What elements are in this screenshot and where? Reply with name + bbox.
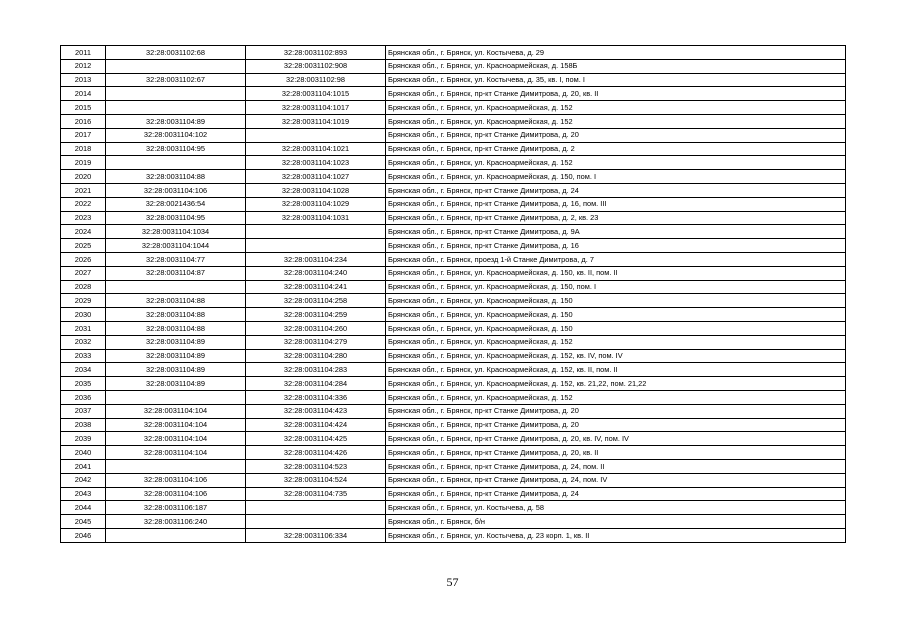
address-cell: Брянская обл., г. Брянск, ул. Красноармейская, д. 152, кв. II, пом. II	[386, 363, 846, 377]
row-number-cell: 2029	[61, 294, 106, 308]
table-row	[61, 46, 846, 60]
table-row	[61, 377, 846, 391]
address-cell: Брянская обл., г. Брянск, ул. Красноармейская, д. 150, пом. I	[386, 170, 846, 184]
row-number-cell: 2026	[61, 252, 106, 266]
table-row	[61, 239, 846, 253]
address-cell: Брянская обл., г. Брянск, ул. Костычева, д. 23 корп. 1, кв. II	[386, 528, 846, 542]
row-number-cell: 2018	[61, 142, 106, 156]
table-row	[61, 87, 846, 101]
new-cadastral-number-cell: 32:28:0031104:284	[246, 377, 386, 391]
old-cadastral-number-cell: 32:28:0031104:87	[106, 266, 246, 280]
old-cadastral-number-cell: 32:28:0031104:89	[106, 114, 246, 128]
old-cadastral-number-cell	[106, 156, 246, 170]
row-number-cell: 2016	[61, 114, 106, 128]
table-row	[61, 308, 846, 322]
new-cadastral-number-cell	[246, 501, 386, 515]
old-cadastral-number-cell: 32:28:0031104:104	[106, 418, 246, 432]
address-cell: Брянская обл., г. Брянск, пр-кт Станке Димитрова, д. 20	[386, 418, 846, 432]
cadastral-table-body	[61, 46, 846, 543]
new-cadastral-number-cell: 32:28:0031104:240	[246, 266, 386, 280]
row-number-cell: 2015	[61, 101, 106, 115]
new-cadastral-number-cell: 32:28:0031104:423	[246, 404, 386, 418]
address-cell: Брянская обл., г. Брянск, б/н	[386, 515, 846, 529]
table-row	[61, 473, 846, 487]
new-cadastral-number-cell: 32:28:0031104:424	[246, 418, 386, 432]
row-number-cell: 2019	[61, 156, 106, 170]
cadastral-table	[60, 45, 846, 543]
new-cadastral-number-cell: 32:28:0031104:1021	[246, 142, 386, 156]
old-cadastral-number-cell: 32:28:0031104:106	[106, 473, 246, 487]
row-number-cell: 2046	[61, 528, 106, 542]
old-cadastral-number-cell: 32:28:0021436:54	[106, 197, 246, 211]
row-number-cell: 2012	[61, 59, 106, 73]
new-cadastral-number-cell: 32:28:0031102:893	[246, 46, 386, 60]
row-number-cell: 2043	[61, 487, 106, 501]
table-row	[61, 294, 846, 308]
old-cadastral-number-cell	[106, 101, 246, 115]
new-cadastral-number-cell: 32:28:0031104:1023	[246, 156, 386, 170]
new-cadastral-number-cell: 32:28:0031104:234	[246, 252, 386, 266]
old-cadastral-number-cell	[106, 459, 246, 473]
table-row	[61, 459, 846, 473]
row-number-cell: 2023	[61, 211, 106, 225]
address-cell: Брянская обл., г. Брянск, ул. Костычева, д. 29	[386, 46, 846, 60]
row-number-cell: 2035	[61, 377, 106, 391]
address-cell: Брянская обл., г. Брянск, пр-кт Станке Димитрова, д. 9А	[386, 225, 846, 239]
old-cadastral-number-cell: 32:28:0031104:89	[106, 335, 246, 349]
row-number-cell: 2020	[61, 170, 106, 184]
table-row	[61, 59, 846, 73]
address-cell: Брянская обл., г. Брянск, пр-кт Станке Димитрова, д. 24	[386, 183, 846, 197]
address-cell: Брянская обл., г. Брянск, ул. Красноармейская, д. 152	[386, 156, 846, 170]
old-cadastral-number-cell: 32:28:0031104:106	[106, 183, 246, 197]
address-cell: Брянская обл., г. Брянск, ул. Красноармейская, д. 150, пом. I	[386, 280, 846, 294]
address-cell: Брянская обл., г. Брянск, пр-кт Станке Димитрова, д. 24	[386, 487, 846, 501]
old-cadastral-number-cell: 32:28:0031102:68	[106, 46, 246, 60]
row-number-cell: 2042	[61, 473, 106, 487]
address-cell: Брянская обл., г. Брянск, пр-кт Станке Димитрова, д. 16	[386, 239, 846, 253]
table-row	[61, 280, 846, 294]
address-cell: Брянская обл., г. Брянск, проезд 1-й Станке Димитрова, д. 7	[386, 252, 846, 266]
address-cell: Брянская обл., г. Брянск, ул. Красноармейская, д. 152	[386, 335, 846, 349]
table-row	[61, 197, 846, 211]
old-cadastral-number-cell	[106, 87, 246, 101]
old-cadastral-number-cell	[106, 280, 246, 294]
table-row	[61, 418, 846, 432]
address-cell: Брянская обл., г. Брянск, ул. Красноармейская, д. 152, кв. IV, пом. IV	[386, 349, 846, 363]
table-row	[61, 156, 846, 170]
page-number: 57	[446, 575, 459, 589]
old-cadastral-number-cell: 32:28:0031104:89	[106, 349, 246, 363]
new-cadastral-number-cell: 32:28:0031104:1029	[246, 197, 386, 211]
address-cell: Брянская обл., г. Брянск, ул. Красноармейская, д. 150	[386, 294, 846, 308]
address-cell: Брянская обл., г. Брянск, пр-кт Станке Димитрова, д. 20, кв. II	[386, 87, 846, 101]
table-row	[61, 170, 846, 184]
row-number-cell: 2022	[61, 197, 106, 211]
row-number-cell: 2039	[61, 432, 106, 446]
address-cell: Брянская обл., г. Брянск, пр-кт Станке Димитрова, д. 24, пом. IV	[386, 473, 846, 487]
address-cell: Брянская обл., г. Брянск, ул. Красноармейская, д. 152	[386, 101, 846, 115]
table-row	[61, 225, 846, 239]
address-cell: Брянская обл., г. Брянск, пр-кт Станке Димитрова, д. 20, кв. II	[386, 446, 846, 460]
row-number-cell: 2040	[61, 446, 106, 460]
new-cadastral-number-cell: 32:28:0031104:524	[246, 473, 386, 487]
address-cell: Брянская обл., г. Брянск, ул. Красноармейская, д. 150	[386, 321, 846, 335]
table-row	[61, 446, 846, 460]
new-cadastral-number-cell: 32:28:0031104:426	[246, 446, 386, 460]
row-number-cell: 2041	[61, 459, 106, 473]
table-row	[61, 142, 846, 156]
new-cadastral-number-cell: 32:28:0031104:1031	[246, 211, 386, 225]
new-cadastral-number-cell: 32:28:0031104:258	[246, 294, 386, 308]
old-cadastral-number-cell: 32:28:0031104:77	[106, 252, 246, 266]
table-row	[61, 128, 846, 142]
old-cadastral-number-cell	[106, 59, 246, 73]
address-cell: Брянская обл., г. Брянск, ул. Костычева, д. 35, кв. I, пом. I	[386, 73, 846, 87]
table-row	[61, 487, 846, 501]
new-cadastral-number-cell: 32:28:0031104:336	[246, 390, 386, 404]
table-row	[61, 349, 846, 363]
old-cadastral-number-cell: 32:28:0031104:89	[106, 363, 246, 377]
address-cell: Брянская обл., г. Брянск, ул. Красноармейская, д. 152	[386, 114, 846, 128]
new-cadastral-number-cell: 32:28:0031104:1027	[246, 170, 386, 184]
row-number-cell: 2021	[61, 183, 106, 197]
new-cadastral-number-cell	[246, 515, 386, 529]
new-cadastral-number-cell: 32:28:0031104:283	[246, 363, 386, 377]
address-cell: Брянская обл., г. Брянск, ул. Костычева, д. 58	[386, 501, 846, 515]
table-row	[61, 73, 846, 87]
new-cadastral-number-cell	[246, 128, 386, 142]
row-number-cell: 2038	[61, 418, 106, 432]
row-number-cell: 2030	[61, 308, 106, 322]
old-cadastral-number-cell: 32:28:0031106:187	[106, 501, 246, 515]
row-number-cell: 2044	[61, 501, 106, 515]
new-cadastral-number-cell: 32:28:0031104:259	[246, 308, 386, 322]
new-cadastral-number-cell: 32:28:0031104:279	[246, 335, 386, 349]
row-number-cell: 2036	[61, 390, 106, 404]
table-row	[61, 101, 846, 115]
table-row	[61, 335, 846, 349]
new-cadastral-number-cell: 32:28:0031106:334	[246, 528, 386, 542]
row-number-cell: 2045	[61, 515, 106, 529]
old-cadastral-number-cell: 32:28:0031104:89	[106, 377, 246, 391]
new-cadastral-number-cell: 32:28:0031104:1015	[246, 87, 386, 101]
address-cell: Брянская обл., г. Брянск, пр-кт Станке Димитрова, д. 2, кв. 23	[386, 211, 846, 225]
new-cadastral-number-cell	[246, 225, 386, 239]
table-row	[61, 266, 846, 280]
old-cadastral-number-cell: 32:28:0031102:67	[106, 73, 246, 87]
old-cadastral-number-cell: 32:28:0031106:240	[106, 515, 246, 529]
table-row	[61, 432, 846, 446]
old-cadastral-number-cell	[106, 528, 246, 542]
table-row	[61, 211, 846, 225]
row-number-cell: 2033	[61, 349, 106, 363]
row-number-cell: 2017	[61, 128, 106, 142]
old-cadastral-number-cell: 32:28:0031104:88	[106, 308, 246, 322]
address-cell: Брянская обл., г. Брянск, пр-кт Станке Димитрова, д. 16, пом. III	[386, 197, 846, 211]
new-cadastral-number-cell: 32:28:0031104:735	[246, 487, 386, 501]
row-number-cell: 2031	[61, 321, 106, 335]
row-number-cell: 2032	[61, 335, 106, 349]
old-cadastral-number-cell: 32:28:0031104:88	[106, 170, 246, 184]
new-cadastral-number-cell: 32:28:0031104:260	[246, 321, 386, 335]
address-cell: Брянская обл., г. Брянск, ул. Красноармейская, д. 150	[386, 308, 846, 322]
old-cadastral-number-cell: 32:28:0031104:95	[106, 211, 246, 225]
old-cadastral-number-cell: 32:28:0031104:1044	[106, 239, 246, 253]
address-cell: Брянская обл., г. Брянск, ул. Красноармейская, д. 152	[386, 390, 846, 404]
address-cell: Брянская обл., г. Брянск, ул. Красноармейская, д. 150, кв. II, пом. II	[386, 266, 846, 280]
old-cadastral-number-cell: 32:28:0031104:104	[106, 446, 246, 460]
address-cell: Брянская обл., г. Брянск, пр-кт Станке Димитрова, д. 24, пом. II	[386, 459, 846, 473]
table-row	[61, 321, 846, 335]
row-number-cell: 2034	[61, 363, 106, 377]
row-number-cell: 2025	[61, 239, 106, 253]
old-cadastral-number-cell: 32:28:0031104:95	[106, 142, 246, 156]
new-cadastral-number-cell: 32:28:0031104:1019	[246, 114, 386, 128]
new-cadastral-number-cell: 32:28:0031104:280	[246, 349, 386, 363]
address-cell: Брянская обл., г. Брянск, ул. Красноармейская, д. 158Б	[386, 59, 846, 73]
table-row	[61, 114, 846, 128]
table-row	[61, 515, 846, 529]
old-cadastral-number-cell	[106, 390, 246, 404]
table-row	[61, 404, 846, 418]
table-row	[61, 528, 846, 542]
address-cell: Брянская обл., г. Брянск, пр-кт Станке Димитрова, д. 2	[386, 142, 846, 156]
old-cadastral-number-cell: 32:28:0031104:1034	[106, 225, 246, 239]
row-number-cell: 2024	[61, 225, 106, 239]
new-cadastral-number-cell	[246, 239, 386, 253]
table-row	[61, 363, 846, 377]
address-cell: Брянская обл., г. Брянск, пр-кт Станке Димитрова, д. 20, кв. IV, пом. IV	[386, 432, 846, 446]
old-cadastral-number-cell: 32:28:0031104:102	[106, 128, 246, 142]
new-cadastral-number-cell: 32:28:0031102:908	[246, 59, 386, 73]
old-cadastral-number-cell: 32:28:0031104:88	[106, 294, 246, 308]
new-cadastral-number-cell: 32:28:0031104:1017	[246, 101, 386, 115]
new-cadastral-number-cell: 32:28:0031104:241	[246, 280, 386, 294]
row-number-cell: 2037	[61, 404, 106, 418]
old-cadastral-number-cell: 32:28:0031104:104	[106, 432, 246, 446]
row-number-cell: 2027	[61, 266, 106, 280]
table-row	[61, 252, 846, 266]
table-row	[61, 183, 846, 197]
old-cadastral-number-cell: 32:28:0031104:104	[106, 404, 246, 418]
old-cadastral-number-cell: 32:28:0031104:88	[106, 321, 246, 335]
row-number-cell: 2011	[61, 46, 106, 60]
row-number-cell: 2013	[61, 73, 106, 87]
table-row	[61, 501, 846, 515]
new-cadastral-number-cell: 32:28:0031102:98	[246, 73, 386, 87]
row-number-cell: 2014	[61, 87, 106, 101]
address-cell: Брянская обл., г. Брянск, пр-кт Станке Димитрова, д. 20	[386, 128, 846, 142]
row-number-cell: 2028	[61, 280, 106, 294]
old-cadastral-number-cell: 32:28:0031104:106	[106, 487, 246, 501]
new-cadastral-number-cell: 32:28:0031104:425	[246, 432, 386, 446]
address-cell: Брянская обл., г. Брянск, пр-кт Станке Димитрова, д. 20	[386, 404, 846, 418]
table-row	[61, 390, 846, 404]
new-cadastral-number-cell: 32:28:0031104:523	[246, 459, 386, 473]
address-cell: Брянская обл., г. Брянск, ул. Красноармейская, д. 152, кв. 21,22, пом. 21,22	[386, 377, 846, 391]
new-cadastral-number-cell: 32:28:0031104:1028	[246, 183, 386, 197]
